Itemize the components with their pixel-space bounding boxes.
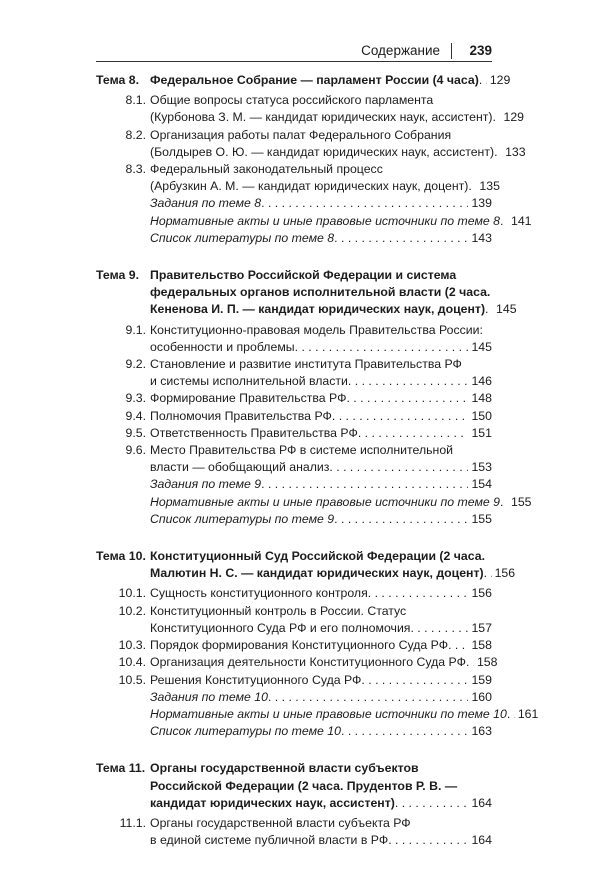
entry-number [96,511,150,528]
entry-line: Формирование Правительства РФ [150,391,347,406]
entry-page-number[interactable]: 151 [471,425,492,440]
entry-body [150,356,492,390]
dot-leader [395,795,469,812]
entry-body [150,723,492,740]
entry-body [150,494,532,511]
entry-page-number[interactable]: 135 [479,179,500,194]
toc-subsection-entry[interactable] [96,408,492,425]
entry-page-number[interactable]: 156 [494,566,516,581]
entry-last-line [150,672,492,689]
toc-subsection-entry[interactable] [96,230,492,247]
toc-subsection-entry[interactable] [96,706,539,723]
dot-leader [329,459,468,476]
entry-line: Российской Федерации (2 часа. Прудентов Р. В. — [150,778,458,793]
entry-page-number[interactable]: 145 [471,339,492,354]
entry-line: Место Правительства РФ в системе исполнительной [150,443,454,458]
entry-last-line [150,144,526,161]
entry-body [150,585,492,602]
entry-line: Нормативные акты и иные правовые источники по теме 10 [150,706,507,721]
entry-body [150,706,539,723]
page-number: 239 [469,43,492,58]
toc-subsection-entry[interactable] [96,585,492,602]
toc-subsection-entry[interactable] [96,815,492,849]
dot-leader [261,195,468,212]
entry-line: Конституционно-правовая модель Правительства России: [150,322,483,337]
toc-subsection-entry[interactable] [96,425,492,442]
toc-subsection-entry[interactable] [96,127,526,161]
entry-line: Органы государственной власти субъектов [150,761,419,776]
entry-number: Тема 9. [96,268,140,283]
entry-body [150,230,492,247]
toc-subsection-entry[interactable] [96,476,492,493]
dot-leader [348,373,469,390]
running-header [96,42,492,60]
entry-body [150,127,526,161]
entry-number [96,476,150,493]
entry-line: (Курбонова З. М. — кандидат юридических наук, ассистент) [150,110,493,125]
entry-number: 9.3. [125,391,146,406]
toc-subsection-entry[interactable] [96,195,492,212]
entry-line: Ответственность Правительства РФ [150,425,358,440]
entry-last-line [150,373,492,390]
toc-subsection-entry[interactable] [96,511,492,528]
toc-topic-entry[interactable] [96,72,511,89]
entry-last-line [150,230,492,247]
toc-topic-entry[interactable] [96,548,516,582]
entry-page-number[interactable]: 163 [471,724,492,739]
entry-line: (Арбузкин А. М. — кандидат юридических наук, доцент) [150,179,469,194]
dot-leader [368,585,469,602]
entry-page-number[interactable]: 156 [471,586,492,601]
dot-leader [346,390,468,407]
entry-line: Задания по теме 10 [150,689,268,704]
entry-body [150,92,525,126]
entry-line: Сущность конституционного контроля [150,586,368,601]
entry-number: 10.5. [118,672,146,687]
dot-leader [468,178,476,195]
entry-last-line [150,459,492,476]
entry-last-line [150,72,511,89]
entry-line: Федеральный законодательный процесс [150,162,383,177]
entry-body [150,267,517,319]
entry-last-line [150,476,492,493]
entry-line: Решения Конституционного Суда РФ [150,672,362,687]
toc-topic-entry[interactable] [96,267,517,319]
entry-page-number[interactable]: 150 [471,408,492,423]
entry-number: 10.4. [118,655,146,670]
entry-line: Организация деятельности Конституционного Суда РФ [150,655,466,670]
entry-body [150,511,492,528]
entry-body [150,390,492,407]
entry-number [96,494,150,511]
dot-leader [334,230,468,247]
entry-page-number[interactable]: 154 [471,477,492,492]
entry-body [150,408,492,425]
entry-line: Полномочия Правительства РФ [150,408,332,423]
entry-body [150,815,492,849]
entry-number: 10.2. [118,603,146,618]
entry-page-number[interactable]: 164 [471,833,492,848]
toc-subsection-entry[interactable] [96,654,498,671]
entry-page-number[interactable]: 158 [476,655,498,670]
dot-leader [492,109,500,126]
toc-subsection-entry[interactable] [96,672,492,689]
toc-subsection-entry[interactable] [96,322,492,356]
dot-leader [484,565,492,582]
entry-line: Правительство Российской Федерации и система [150,268,457,283]
entry-number: 10.1. [118,586,146,601]
entry-number [96,213,150,230]
entry-last-line [150,723,492,740]
dot-leader [334,511,468,528]
dot-leader [268,689,469,706]
entry-page-number[interactable]: 129 [489,73,511,87]
entry-page-number[interactable]: 141 [510,213,532,228]
entry-page-number[interactable]: 143 [471,230,492,245]
dot-leader [358,425,469,442]
entry-last-line [150,390,492,407]
entry-line: Общие вопросы статуса российского парламента [150,93,434,108]
entry-line: власти — обобщающий анализ [150,460,330,475]
entry-last-line [150,195,492,212]
entry-number: Тема 10. [96,549,146,564]
entry-page-number[interactable]: 139 [471,196,492,211]
entry-number: 9.1. [125,322,146,337]
entry-page-number[interactable]: 160 [471,689,492,704]
entry-number: Тема 11. [96,761,146,776]
entry-last-line [150,339,492,356]
entry-last-line [150,706,539,723]
entry-last-line [150,494,532,511]
entry-number: 9.6. [125,443,146,458]
dot-leader [410,620,468,637]
entry-body [150,425,492,442]
toc-subsection-entry[interactable] [96,213,532,230]
toc-subsection-entry[interactable] [96,442,492,476]
entry-number: 9.2. [125,357,146,372]
entry-page-number[interactable]: 157 [471,620,492,635]
entry-line: Нормативные акты и иные правовые источники по теме 9 [150,494,500,509]
toc-subsection-entry[interactable] [96,637,492,654]
entry-page-number[interactable]: 155 [471,511,492,526]
entry-last-line [150,689,492,706]
entry-last-line [150,511,492,528]
entry-page-number[interactable]: 133 [505,144,526,159]
entry-line: особенности и проблемы [150,339,295,354]
entry-page-number[interactable]: 161 [517,706,539,721]
entry-body [150,322,492,356]
entry-last-line [150,565,516,582]
entry-body [150,548,516,582]
entry-page-number[interactable]: 159 [471,672,492,687]
entry-page-number[interactable]: 155 [510,494,532,509]
toc-topic-block [96,72,532,247]
entry-page-number[interactable]: 129 [503,110,525,125]
toc-subsection-entry[interactable] [96,92,525,126]
entry-page-number[interactable]: 146 [471,374,492,389]
entry-number [96,195,150,212]
dot-leader [479,72,487,89]
entry-body [150,195,492,212]
toc-topic-block [96,267,532,528]
dot-leader [361,672,468,689]
entry-line: Федеральное Собрание — парламент России (4 часа) [150,73,479,87]
entry-body [150,672,492,689]
entry-line: Организация работы палат Федерального Собрания [150,127,452,142]
entry-number: 8.2. [125,127,146,142]
entry-body [150,213,532,230]
entry-number: Тема 8. [96,73,140,87]
entry-line: кандидат юридических наук, ассистент) [150,795,395,810]
entry-body [150,476,492,493]
toc-subsection-entry[interactable] [96,494,532,511]
toc-subsection-entry[interactable] [96,390,492,407]
entry-page-number[interactable]: 158 [471,638,492,653]
dot-leader [341,723,468,740]
entry-number [96,230,150,247]
entry-body [150,603,492,637]
toc-subsection-entry[interactable] [96,723,492,740]
entry-last-line [150,654,498,671]
entry-page-number[interactable]: 153 [471,460,492,475]
entry-line: федеральных органов исполнительной власти (2 часа. [150,285,491,300]
toc-subsection-entry[interactable] [96,689,492,706]
toc-subsection-entry[interactable] [96,161,500,195]
entry-line: Задания по теме 9 [150,477,262,492]
running-header-title: Содержание [361,43,440,58]
entry-page-number[interactable]: 145 [496,302,517,317]
entry-line: в единой системе публичной власти в РФ [150,833,389,848]
entry-last-line [150,795,492,812]
entry-line: Органы государственной власти субъекта РФ [150,815,411,830]
entry-body [150,161,500,195]
entry-number: 9.4. [125,408,146,423]
entry-last-line [150,832,492,849]
dot-leader [295,339,469,356]
entry-last-line [150,109,525,126]
entry-number [96,689,150,706]
entry-number [96,706,150,723]
entry-line: и системы исполнительной власти [150,374,348,389]
entry-last-line [150,178,500,195]
entry-line: Конституционный контроль в России. Статус [150,603,407,618]
entry-line: Становление и развитие института Правительства РФ [150,357,462,372]
entry-line: Список литературы по теме 8 [150,230,335,245]
entry-line: (Болдырев О. Ю. — кандидат юридических наук, ассистент) [150,144,495,159]
entry-page-number[interactable]: 164 [471,795,492,810]
entry-body [150,654,498,671]
entry-number: 8.3. [125,162,146,177]
entry-number [96,723,150,740]
entry-line: Конституционный Суд Российской Федерации (2 часа. [150,549,485,564]
dot-leader [388,832,468,849]
toc-topic-block [96,548,539,740]
entry-number: 8.1. [125,93,146,108]
entry-number: 11.1. [119,815,146,830]
entry-last-line [150,620,492,637]
entry-number: 10.3. [118,638,146,653]
dot-leader [500,213,508,230]
header-divider [451,43,452,59]
header-rule [96,61,492,62]
entry-body [150,442,492,476]
entry-last-line [150,213,532,230]
entry-line: Малютин Н. С. — кандидат юридических наук, доцент) [150,566,484,581]
toc-subsection-entry[interactable] [96,356,492,390]
dot-leader [494,144,502,161]
entry-line: Конституционного Суда РФ и его полномочия [150,620,411,635]
entry-line: Порядок формирования Конституционного Суда РФ [150,638,449,653]
table-of-contents [96,72,539,869]
dot-leader [466,654,474,671]
entry-body [150,760,492,812]
dot-leader [332,408,469,425]
entry-last-line [150,408,492,425]
dot-leader [261,476,468,493]
entry-line: Список литературы по теме 10 [150,724,341,739]
entry-page-number[interactable]: 148 [471,391,492,406]
entry-line: Нормативные акты и иные правовые источники по теме 8 [150,213,500,228]
dot-leader [507,706,515,723]
toc-topic-block [96,760,492,849]
entry-body [150,637,492,654]
toc-subsection-entry[interactable] [96,603,492,637]
entry-line: Кененова И. П. — кандидат юридических наук, доцент) [150,302,486,317]
entry-last-line [150,425,492,442]
entry-body [150,72,511,89]
entry-last-line [150,301,517,318]
dot-leader [448,637,468,654]
toc-topic-entry[interactable] [96,760,492,812]
entry-line: Задания по теме 8 [150,196,262,211]
entry-line: Список литературы по теме 9 [150,511,335,526]
dot-leader [485,301,493,318]
entry-last-line [150,585,492,602]
dot-leader [500,494,508,511]
entry-body [150,689,492,706]
entry-last-line [150,637,492,654]
entry-number: 9.5. [125,425,146,440]
